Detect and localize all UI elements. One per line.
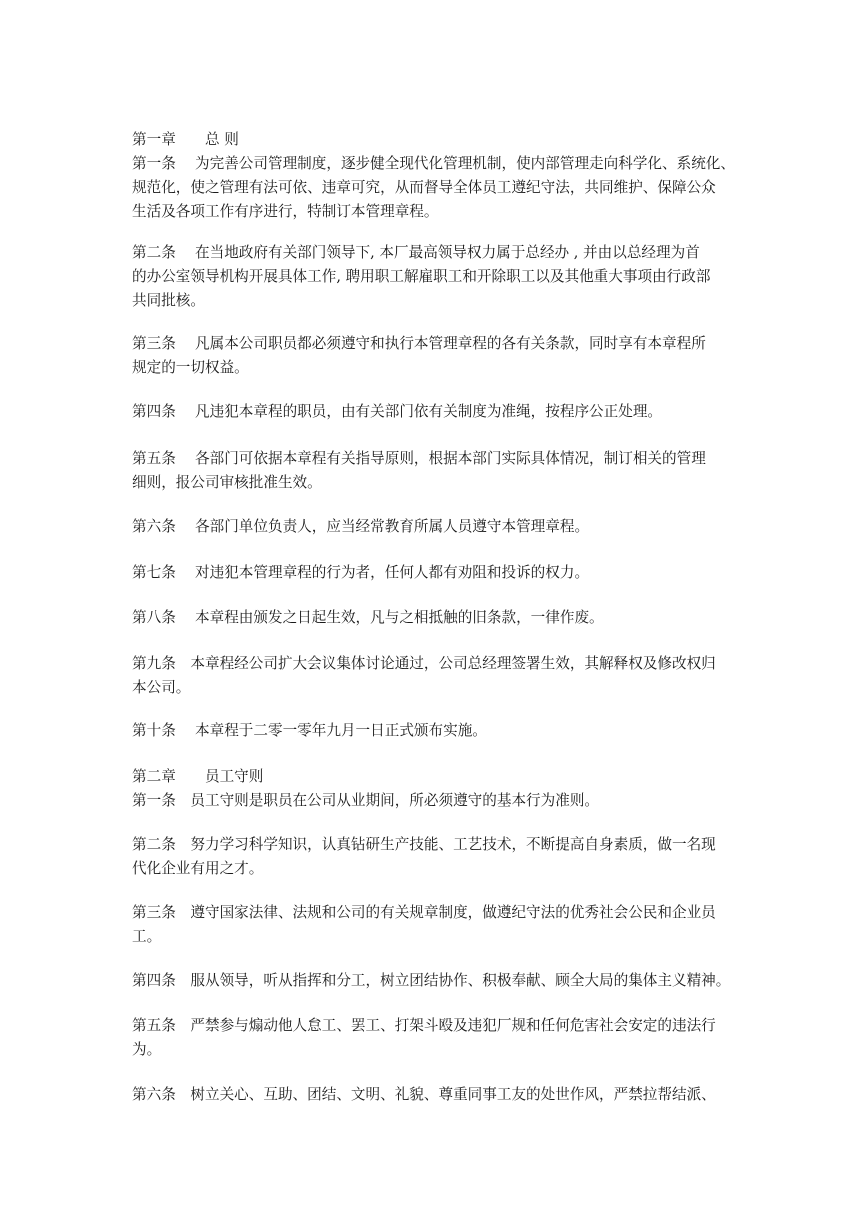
text-line: 第二条 在当地政府有关部门领导下, 本厂最高领导权力属于总经办 , 并由以总经理为首 [132, 244, 700, 261]
text-line: 规范化，使之管理有法可依、违章可究，从而督导全体员工遵纪守法，共同维护、保障公众 [132, 179, 716, 196]
text-line: 细则，报公司审核批准生效。 [132, 474, 322, 491]
chapter-1-heading: 第一章 总 则 [132, 131, 239, 148]
chapter-2-heading: 第二章 员工守则 [132, 768, 264, 785]
text-line: 工。 [132, 928, 162, 945]
text-line: 共同批核。 [132, 292, 205, 309]
text-line: 第五条 各部门可依据本章程有关指导原则，根据本部门实际具体情况，制订相关的管理 [132, 450, 706, 467]
text-line: 第四条 凡违犯本章程的职员，由有关部门依有关制度为准绳，按程序公正处理。 [132, 403, 663, 420]
text-line: 生活及各项工作有序进行，特制订本管理章程。 [132, 203, 439, 220]
text-line: 第六条 各部门单位负责人，应当经常教育所属人员遵守本管理章程。 [132, 518, 590, 535]
text-line: 第三条 遵守国家法律、法规和公司的有关规章制度，做遵纪守法的优秀社会公民和企业员 [132, 904, 716, 921]
text-line: 第七条 对违犯本管理章程的行为者，任何人都有劝阻和投诉的权力。 [132, 564, 590, 581]
text-line: 第九条 本章程经公司扩大会议集体讨论通过，公司总经理签署生效，其解释权及修改权归 [132, 655, 716, 672]
text-line: 第四条 服从领导，听从指挥和分工，树立团结协作、积极奉献、顾全大局的集体主义精神。 [132, 972, 731, 989]
text-line: 第一条 员工守则是职员在公司从业期间，所必须遵守的基本行为准则。 [132, 792, 600, 809]
text-line: 代化企业有用之才。 [132, 860, 264, 877]
text-line: 第八条 本章程由颁发之日起生效，凡与之相抵触的旧条款，一律作废。 [132, 609, 604, 626]
text-line: 第三条 凡属本公司职员都必须遵守和执行本管理章程的各有关条款，同时享有本章程所 [132, 335, 706, 352]
text-line: 第五条 严禁参与煽动他人怠工、罢工、打架斗殴及违犯厂规和任何危害社会安定的违法行 [132, 1017, 716, 1034]
text-line: 第一条 为完善公司管理制度，逐步健全现代化管理机制，使内部管理走向科学化、系统化、 [132, 155, 735, 172]
text-line: 的办公室领导机构开展具体工作, 聘用职工解雇职工和开除职工以及其他重大事项由行政部 [132, 268, 711, 285]
text-line: 规定的一切权益。 [132, 359, 249, 376]
text-line: 第二条 努力学习科学知识，认真钻研生产技能、工艺技术，不断提高自身素质，做一名现 [132, 836, 716, 853]
text-line: 为。 [132, 1041, 162, 1058]
text-line: 本公司。 [132, 679, 191, 696]
text-line: 第十条 本章程于二零一零年九月一日正式颁布实施。 [132, 722, 487, 739]
text-line: 第六条 树立关心、互助、团结、文明、礼貌、尊重同事工友的处世作风，严禁拉帮结派、 [132, 1086, 716, 1103]
